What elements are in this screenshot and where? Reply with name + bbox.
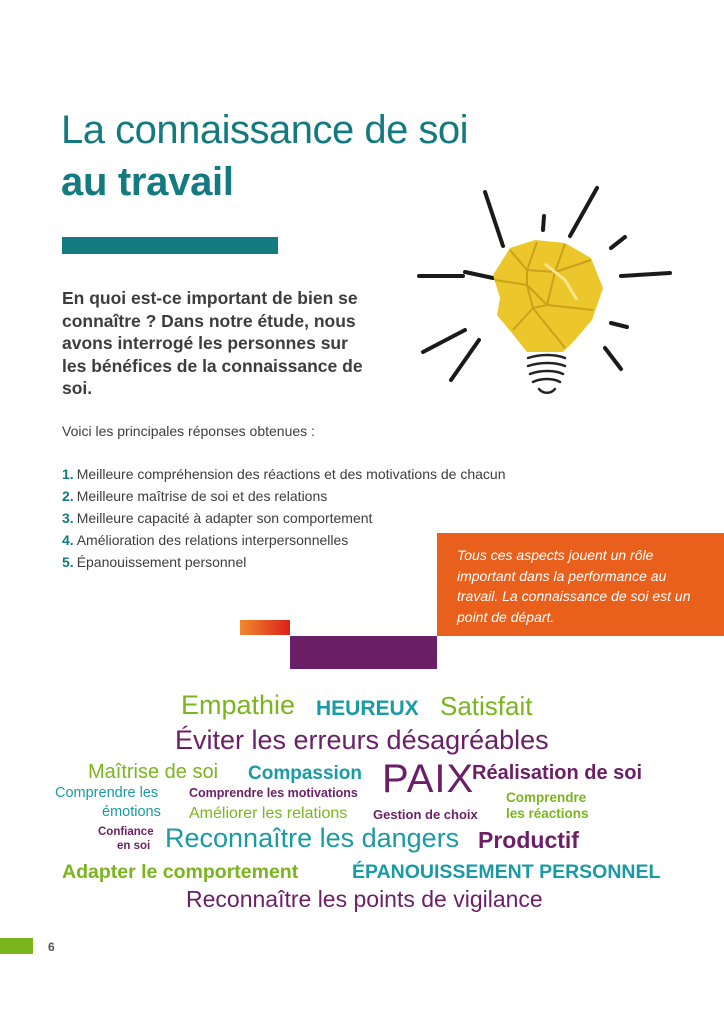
intro-paragraph: En quoi est-ce important de bien se connaître ? Dans notre étude, nous avons interrogé les personnes sur les bénéfices de la connaissance de soi. [62,288,363,398]
page-title-line2: au travail [61,160,234,204]
list-item-text: Amélioration des relations interpersonnelles [76,532,349,548]
list-item-number: 1. [62,466,74,482]
word-cloud-word: Maîtrise de soi [88,761,219,783]
list-item [62,485,505,507]
decorative-orange-block [240,620,290,635]
list-item [62,463,505,485]
callout-text: Tous ces aspects jouent un rôle important dans la performance au travail. La connaissance de soi est un point de départ. [457,547,691,625]
word-cloud-word: ÉPANOUISSEMENT PERSONNEL [352,861,661,883]
list-item-text: Meilleure capacité à adapter son comportement [76,510,373,526]
word-cloud-word: en soi [117,840,151,852]
title-underline-bar [62,237,278,254]
word-cloud-word: Comprendre [506,790,587,805]
word-cloud-word: Satisfait [440,691,533,721]
word-cloud-word: Reconnaître les points de vigilance [186,886,543,912]
list-item [62,507,505,529]
word-cloud-word: Comprendre les motivations [189,786,358,800]
page-title-line1: La connaissance de soi [61,108,469,152]
word-cloud-word: Adapter le comportement [62,861,299,883]
word-cloud-word: Compassion [248,763,363,784]
word-cloud-word: Éviter les erreurs désagréables [175,725,549,755]
word-cloud-word: Confiance [98,826,154,838]
word-cloud-word: Empathie [181,690,296,720]
list-item-number: 4. [62,532,74,548]
list-item-text: Meilleure maîtrise de soi et des relations [76,488,328,504]
crumpled-paper-lightbulb-icon [415,180,700,410]
word-cloud-word: Gestion de choix [373,807,478,822]
word-cloud-word: HEUREUX [316,697,419,720]
word-cloud-word: Réalisation de soi [472,762,643,784]
decorative-purple-block [290,636,437,669]
word-cloud-word: PAIX [382,757,475,801]
list-item-number: 5. [62,554,74,570]
list-item-text: Meilleure compréhension des réactions et des motivations de chacun [76,466,506,482]
list-item-number: 2. [62,488,74,504]
list-item-text: Épanouissement personnel [76,554,247,570]
word-cloud-word: Reconnaître les dangers [165,823,460,853]
word-cloud-word: les réactions [506,806,589,821]
callout-box [437,533,724,636]
word-cloud-word: Améliorer les relations [189,805,348,822]
word-cloud-word: Productif [478,827,579,853]
responses-lead-text: Voici les principales réponses obtenues : [62,423,315,439]
page-number: 6 [48,940,55,954]
word-cloud-word: Comprendre les [55,785,159,801]
word-cloud-word: émotions [102,804,161,820]
footer-green-bar [0,938,33,954]
list-item-number: 3. [62,510,74,526]
